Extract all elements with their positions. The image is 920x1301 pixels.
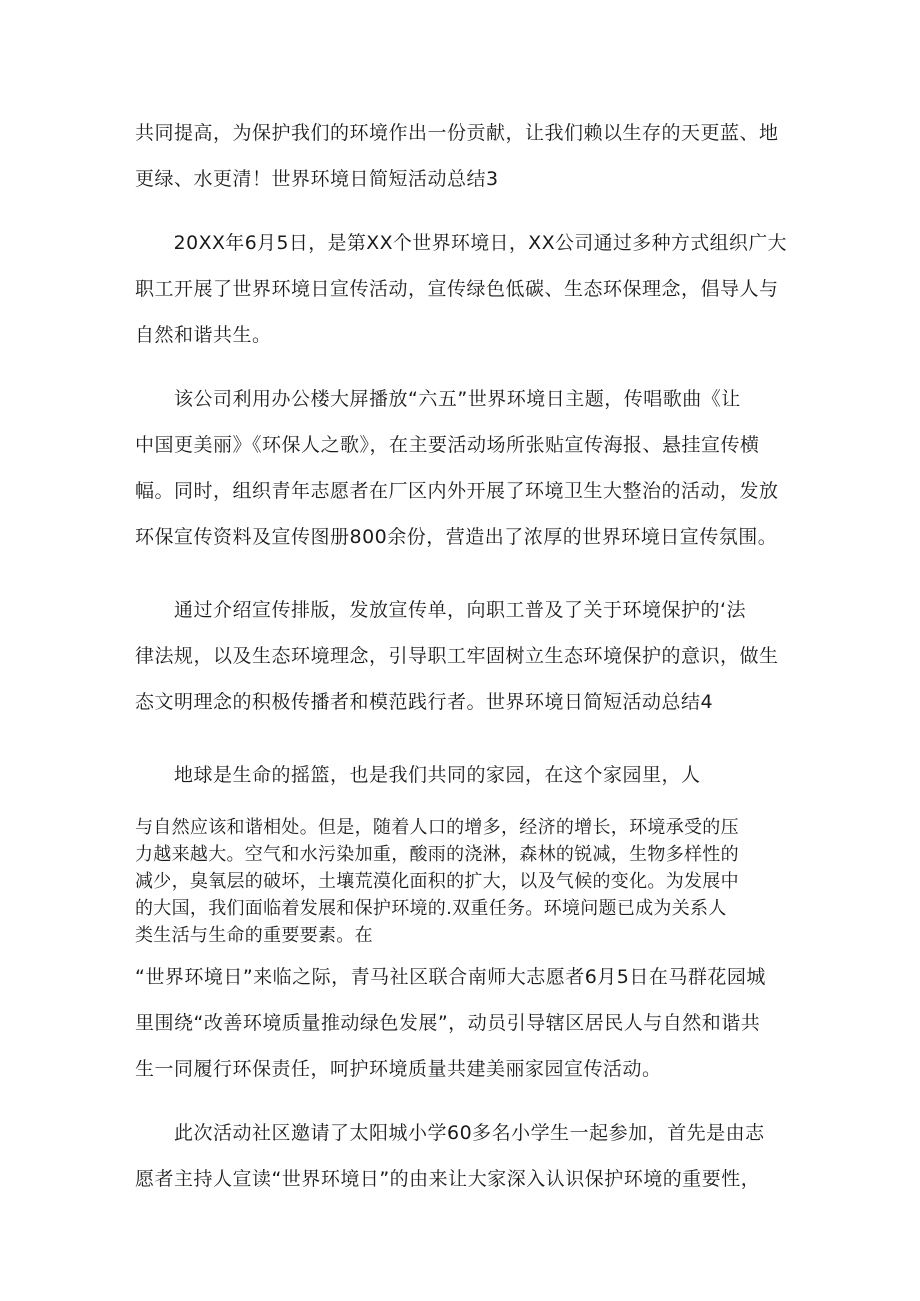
text-line: 减少，臭氧层的破坏，土壤荒漠化面积的扩大，以及气候的变化。为发展中	[135, 871, 739, 892]
paragraph-2	[135, 234, 785, 345]
text-line: 通过介绍宣传排版，发放宣传单，向职工普及了关于环境保护的‘法	[135, 599, 747, 621]
text-line: 更绿、水更清！世界环境日简短活动总结3	[135, 168, 499, 190]
paragraph-4	[135, 601, 785, 712]
text-line: 律法规，以及生态环境理念，引导职工牢固树立生态环境保护的意识，做生	[135, 645, 779, 667]
paragraph-5	[135, 766, 785, 785]
paragraph-3	[135, 390, 785, 547]
paragraph-6	[135, 819, 785, 945]
text-line: 类生活与生命的重要要素。在	[135, 925, 373, 946]
text-line: 里围绕“改善环境质量推动绿色发展”，动员引导辖区居民人与自然和谐共	[135, 1012, 761, 1034]
text-line: 愿者主持人宣读“世界环境日”的由来让大家深入认识保护环境的重要性，	[135, 1168, 761, 1190]
text-line: 与自然应该和谐相处。但是，随着人口的增多，经济的增长，环境承受的压	[135, 817, 739, 838]
text-line: 共同提高，为保护我们的环境作出一份贡献，让我们赖以生存的天更蓝、地	[135, 122, 779, 144]
text-line: 的大国，我们面临着发展和保护环境的.双重任务。环境问题已成为关系人	[135, 898, 727, 919]
text-line: 此次活动社区邀请了太阳城小学60多名小学生一起参加，首先是由志	[135, 1122, 765, 1144]
paragraph-1	[135, 124, 785, 189]
text-line: 中国更美丽》《环保人之歌》，在主要活动场所张贴宣传海报、悬挂宣传横	[135, 434, 760, 456]
paragraph-8	[135, 1124, 785, 1189]
text-line: 职工开展了世界环境日宣传活动，宣传绿色低碳、生态环保理念，倡导人与	[135, 278, 779, 300]
text-line: 幅。同时，组织青年志愿者在厂区内外开展了环境卫生大整治的活动，发放	[135, 480, 779, 502]
text-line: 自然和谐共生。	[135, 324, 272, 346]
text-line: 该公司利用办公楼大屏播放“六五”世界环境日主题，传唱歌曲《让	[135, 388, 741, 410]
text-line: 20XX年6月5日，是第XX个世界环境日，XX公司通过多种方式组织广大	[135, 232, 787, 254]
text-line: 地球是生命的摇篮，也是我们共同的家园，在这个家园里，人	[135, 764, 701, 786]
text-line: 态文明理念的积极传播者和模范践行者。世界环境日简短活动总结4	[135, 691, 714, 713]
text-line: “世界环境日”来临之际，青马社区联合南师大志愿者6月5日在马群花园城	[135, 966, 766, 988]
text-line: 力越来越大。空气和水污染加重，酸雨的浇淋，森林的锐减，生物多样性的	[135, 844, 739, 865]
text-line: 生一同履行环保责任，呵护环境质量共建美丽家园宣传活动。	[135, 1058, 662, 1080]
paragraph-7	[135, 968, 785, 1079]
text-line: 环保宣传资料及宣传图册800余份，营造出了浓厚的世界环境日宣传氛围。	[135, 526, 778, 548]
